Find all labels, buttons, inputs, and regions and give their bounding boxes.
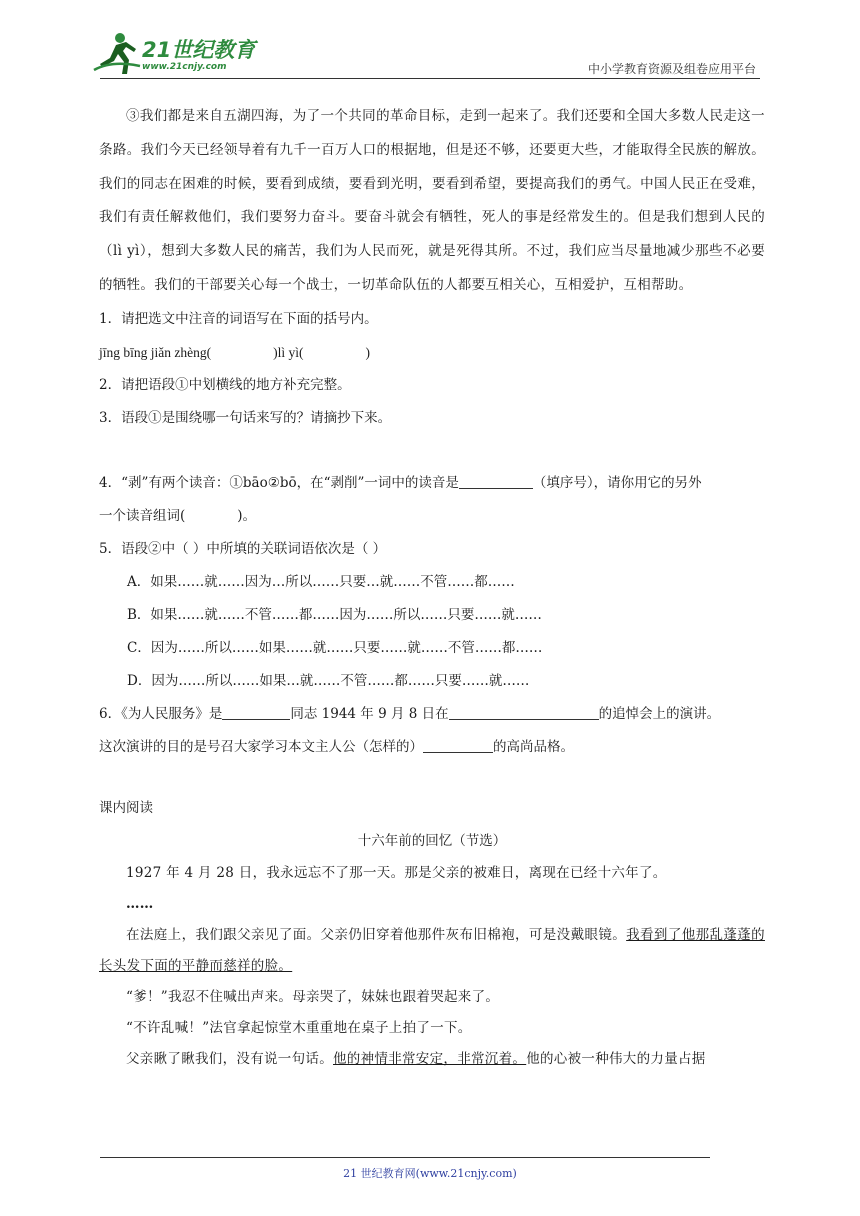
option-d[interactable]: D．因为……所以……如果…就……不管……都……只要……就…… — [127, 672, 530, 689]
question-3: 3．语段①是围绕哪一句话来写的？请摘抄下来。 — [99, 409, 392, 426]
option-b[interactable]: B．如果……就……不管……都……因为……所以……只要……就…… — [127, 606, 542, 623]
question-1-answer-line — [99, 336, 765, 369]
logo — [92, 30, 262, 80]
answer-blank[interactable] — [222, 705, 290, 720]
page-header — [0, 0, 860, 82]
question-6-text-2: 同志 1944 年 9 月 8 日在 — [290, 705, 449, 722]
reading-paragraph-5 — [99, 1044, 765, 1075]
question-5: 5．语段②中（ ）中所填的关联词语依次是（ ） — [99, 540, 387, 557]
underlined-sentence: 他的神情非常安定，非常沉着。 — [333, 1050, 527, 1067]
answer-blank[interactable] — [423, 738, 493, 753]
bracket-close: ) — [365, 344, 370, 360]
question-6-text: 6．《为人民服务》是 — [99, 705, 223, 722]
page-content — [99, 100, 765, 1075]
underlined-sentence: 我看到了他那 — [626, 926, 710, 943]
pinyin-1: jīng bīng jiǎn zhèng( — [99, 344, 212, 360]
reading-paragraph-2 — [99, 920, 765, 982]
question-2: 2．请把语段①中划横线的地方补充完整。 — [99, 376, 351, 393]
platform-name: 中小学教育资源及组卷应用平台 — [587, 62, 756, 76]
answer-space — [99, 435, 765, 467]
question-4-text: 4．“剥”有两个读音：①bāo②bō，在“剥削”一词中的读音是 — [99, 474, 459, 491]
question-6 — [99, 698, 765, 731]
question-4-text-2: （填序号），请你用它的另外 — [532, 474, 702, 491]
question-1: 1．请把选文中注音的词语写在下面的括号内。 — [99, 310, 378, 327]
reading-title: 十六年前的回忆（节选） — [357, 832, 507, 849]
question-4-text-4: )。 — [237, 507, 257, 524]
answer-blank[interactable] — [449, 705, 599, 720]
reading-paragraph-1: 1927 年 4 月 28 日，我永远忘不了那一天。那是父亲的被难日，离现在已经十六年了。 — [126, 864, 667, 881]
footer-divider — [100, 1157, 710, 1158]
runner-logo-icon — [92, 30, 144, 78]
question-6-text-4: 这次演讲的目的是号召大家学习本文主人公（怎样的） — [99, 738, 423, 755]
section-gap — [99, 764, 765, 792]
question-4 — [99, 467, 765, 500]
section-heading: 课内阅读 — [99, 799, 153, 816]
passage-paragraph-3: ③我们都是来自五湖四海，为了一个共同的革命目标，走到一起来了。我们还要和全国大多数人民走这一条路。我们今天已经领导着有九千一百万人口的根据地，但是还不够，还要更大些，才能取得全民族的解放。我们的同志在困难的时候，要看到成绩，要看到光明，要看到希望，要提高我们的勇气。中国人民正在受难，我们有责任解救他们，我们要努力奋斗。要奋斗就会有牺牲，死人的事是经常发生的。但是我们想到人民的（lì yì），想到大多数人民的痛苦，我们为人民而死，就是死得其所。不过，我们应当尽量地减少那些不必要的牺牲。我们的干部要关心每一个战士，一切革命队伍的人都要互相关心，互相爱护，互相帮助。 — [99, 108, 765, 293]
logo-url: www.21cnjy.com — [142, 62, 227, 72]
logo-text: 21世纪教育 — [142, 38, 256, 62]
header-divider — [100, 78, 760, 79]
option-c[interactable]: C．因为……所以……如果……就……只要……就……不管……都…… — [127, 639, 543, 656]
reading-paragraph-3: “爹！”我忍不住喊出声来。母亲哭了，妹妹也跟着哭起来了。 — [126, 988, 500, 1005]
question-6-text-3: 的追悼会上的演讲。 — [598, 705, 721, 722]
reading-text: 父亲瞅了瞅我们，没有说一句话。 — [126, 1050, 333, 1067]
question-6-cont — [99, 731, 765, 764]
reading-text-cont: 他的心被一种伟大的力量占据 — [526, 1050, 706, 1067]
question-4-text-3: 一个读音组词( — [99, 507, 186, 524]
answer-blank[interactable] — [459, 474, 533, 489]
reading-ellipsis: …… — [126, 895, 154, 912]
reading-text: 在法庭上，我们跟父亲见了面。父亲仍旧穿着他那件灰布旧棉袍，可是没戴眼镜。 — [126, 926, 627, 943]
underlined-sentence-cont: 乱蓬蓬的长头发下面的平静而慈祥的脸。 — [99, 926, 765, 974]
pinyin-2: )lì yì( — [273, 344, 304, 360]
reading-paragraph-4: “不许乱喊！”法官拿起惊堂木重重地在桌子上拍了一下。 — [126, 1019, 472, 1036]
question-6-text-5: 的高尚品格。 — [493, 738, 574, 755]
question-4-cont — [99, 500, 765, 533]
page-footer: 21 世纪教育网(www.21cnjy.com) — [343, 1167, 517, 1180]
option-a[interactable]: A．如果……就……因为…所以……只要…就……不管……都…… — [127, 573, 515, 590]
